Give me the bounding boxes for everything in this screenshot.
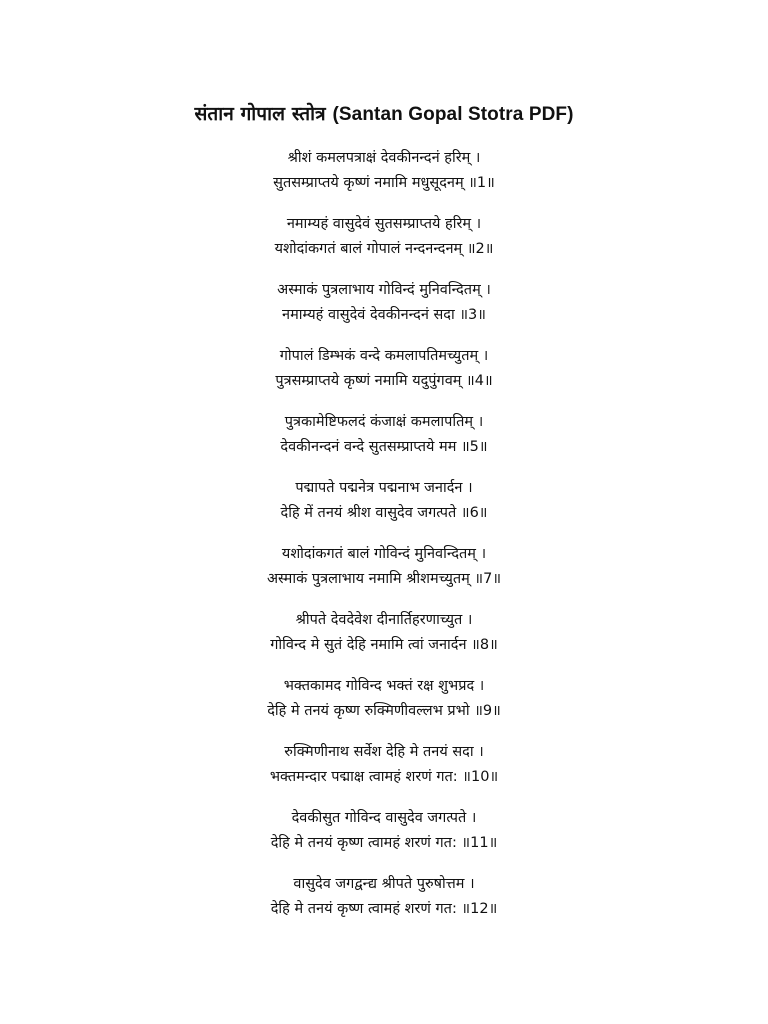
verse-line: पुत्रसम्प्राप्तये कृष्णं नमामि यदुपुंगवम् ॥4॥: [275, 372, 493, 389]
verse-line: पुत्रकामेष्टिफलदं कंजाक्षं कमलापतिम् ।: [284, 414, 484, 430]
verse-line: भक्तमन्दार पद्माक्ष त्वामहं शरणं गत: ॥10॥: [269, 768, 499, 785]
verse-line: देवकीसुत गोविन्द वासुदेव जगत्पते ।: [291, 810, 477, 826]
verse-4: [0, 344, 768, 393]
verse-11: [0, 806, 768, 855]
verse-line: श्रीशं कमलपत्राक्षं देवकीनन्दनं हरिम् ।: [287, 150, 481, 166]
verse-line: अस्माकं पुत्रलाभाय गोविन्दं मुनिवन्दितम् ।: [277, 282, 491, 298]
verse-5: [0, 410, 768, 459]
verse-line: अस्माकं पुत्रलाभाय नमामि श्रीशमच्युतम् ॥7॥: [266, 570, 502, 587]
verse-line: गोविन्द मे सुतं देहि नमामि त्वां जनार्दन ॥8॥: [270, 636, 498, 653]
title-hindi: संतान गोपाल स्तोत्र: [194, 103, 326, 125]
verse-line: वासुदेव जगद्वन्द्य श्रीपते पुरुषोत्तम ।: [293, 876, 475, 892]
verse-line: देहि में तनयं श्रीश वासुदेव जगत्पते ॥6॥: [280, 504, 488, 521]
verse-line: देवकीनन्दनं वन्दे सुतसम्प्राप्तये मम ॥5॥: [280, 438, 488, 455]
verse-line: पद्मापते पद्मनेत्र पद्मनाभ जनार्दन ।: [295, 480, 473, 496]
verse-line: यशोदांकगतं बालं गोपालं नन्दनन्दनम् ॥2॥: [274, 240, 494, 257]
verse-line: गोपालं डिम्भकं वन्दे कमलापतिमच्युतम् ।: [279, 348, 489, 364]
verses-list: [0, 146, 768, 938]
verse-1: [0, 146, 768, 195]
verse-line: नमाम्यहं वासुदेवं सुतसम्प्राप्तये हरिम् ।: [286, 216, 482, 232]
verse-line: यशोदांकगतं बालं गोविन्दं मुनिवन्दितम् ।: [281, 546, 487, 562]
title-latin: (Santan Gopal Stotra PDF): [332, 104, 574, 125]
verse-line: नमाम्यहं वासुदेवं देवकीनन्दनं सदा ॥3॥: [282, 306, 486, 323]
verse-line: देहि मे तनयं कृष्ण त्वामहं शरणं गत: ॥11॥: [270, 834, 498, 851]
verse-2: [0, 212, 768, 261]
verse-line: भक्तकामद गोविन्द भक्तं रक्ष शुभप्रद ।: [283, 678, 485, 694]
page-title: [0, 100, 768, 129]
verse-line: देहि मे तनयं कृष्ण त्वामहं शरणं गत: ॥12॥: [270, 900, 498, 917]
verse-line: देहि मे तनयं कृष्ण रुक्मिणीवल्लभ प्रभो ॥9॥: [267, 702, 501, 719]
verse-8: [0, 608, 768, 657]
verse-6: [0, 476, 768, 525]
verse-12: [0, 872, 768, 921]
verse-7: [0, 542, 768, 591]
verse-line: रुक्मिणीनाथ सर्वेश देहि मे तनयं सदा ।: [284, 744, 484, 760]
verse-line: श्रीपते देवदेवेश दीनार्तिहरणाच्युत ।: [295, 612, 473, 628]
verse-10: [0, 740, 768, 789]
verse-9: [0, 674, 768, 723]
verse-line: सुतसम्प्राप्तये कृष्णं नमामि मधुसूदनम् ॥1॥: [273, 174, 495, 191]
verse-3: [0, 278, 768, 327]
